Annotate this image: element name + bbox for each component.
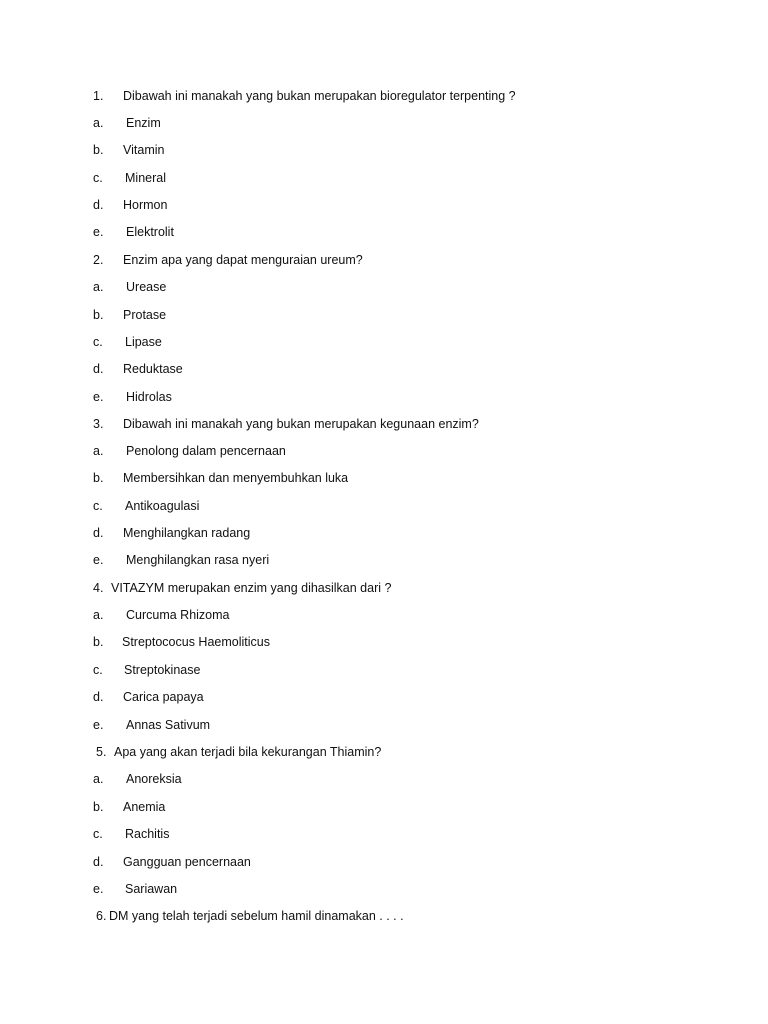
option-letter: e. (93, 225, 104, 239)
option-text: Urease (126, 280, 167, 294)
question-number: 3. (93, 417, 104, 431)
option-text: Protase (123, 308, 167, 322)
option-text: Hormon (123, 198, 168, 212)
question-number: 2. (93, 253, 104, 267)
option-text: Membersihkan dan menyembuhkan luka (123, 471, 349, 485)
option-text: Curcuma Rhizoma (126, 608, 230, 622)
option-letter: d. (93, 198, 104, 212)
option-letter: e. (93, 553, 104, 567)
option-letter: b. (93, 800, 104, 814)
option-letter: b. (93, 143, 104, 157)
question-text: Apa yang akan terjadi bila kekurangan Thiamin? (114, 745, 382, 759)
question-number: 1. (93, 89, 104, 103)
option-text: Hidrolas (126, 390, 172, 404)
option-letter: a. (93, 608, 104, 622)
option-text: Antikoagulasi (125, 499, 200, 513)
option-text: Annas Sativum (126, 718, 211, 732)
question-text: Enzim apa yang dapat menguraian ureum? (123, 253, 363, 267)
option-text: Enzim (126, 116, 161, 130)
option-text: Lipase (125, 335, 162, 349)
question-text: Dibawah ini manakah yang bukan merupakan bioregulator terpenting ? (123, 89, 516, 103)
option-text: Vitamin (123, 143, 165, 157)
option-letter: c. (93, 499, 103, 513)
option-letter: c. (93, 335, 103, 349)
option-letter: e. (93, 390, 104, 404)
question-number: 6. (96, 909, 107, 923)
option-letter: c. (93, 827, 103, 841)
option-letter: d. (93, 690, 104, 704)
question-text: Dibawah ini manakah yang bukan merupakan kegunaan enzim? (123, 417, 479, 431)
option-letter: b. (93, 471, 104, 485)
option-text: Carica papaya (123, 690, 204, 704)
option-letter: a. (93, 772, 104, 786)
option-letter: d. (93, 526, 104, 540)
question-text: VITAZYM merupakan enzim yang dihasilkan dari ? (111, 581, 392, 595)
question-text: DM yang telah terjadi sebelum hamil dinamakan . . . . (109, 909, 404, 923)
option-text: Sariawan (125, 882, 178, 896)
question-number: 5. (96, 745, 107, 759)
question-number: 4. (93, 581, 104, 595)
option-letter: c. (93, 663, 103, 677)
option-text: Penolong dalam pencernaan (126, 444, 286, 458)
option-text: Mineral (125, 171, 166, 185)
option-letter: e. (93, 882, 104, 896)
option-text: Anemia (123, 800, 166, 814)
option-letter: d. (93, 855, 104, 869)
option-letter: b. (93, 308, 104, 322)
option-letter: e. (93, 718, 104, 732)
option-letter: c. (93, 171, 103, 185)
option-text: Menghilangkan rasa nyeri (126, 553, 270, 567)
option-letter: b. (93, 635, 104, 649)
option-letter: a. (93, 280, 104, 294)
option-text: Menghilangkan radang (123, 526, 251, 540)
option-letter: d. (93, 362, 104, 376)
option-letter: a. (93, 444, 104, 458)
option-text: Reduktase (123, 362, 183, 376)
option-text: Gangguan pencernaan (123, 855, 251, 869)
option-text: Streptokinase (124, 663, 201, 677)
option-text: Rachitis (125, 827, 170, 841)
option-text: Anoreksia (126, 772, 182, 786)
option-text: Streptococus Haemoliticus (122, 635, 270, 649)
option-text: Elektrolit (126, 225, 174, 239)
option-letter: a. (93, 116, 104, 130)
